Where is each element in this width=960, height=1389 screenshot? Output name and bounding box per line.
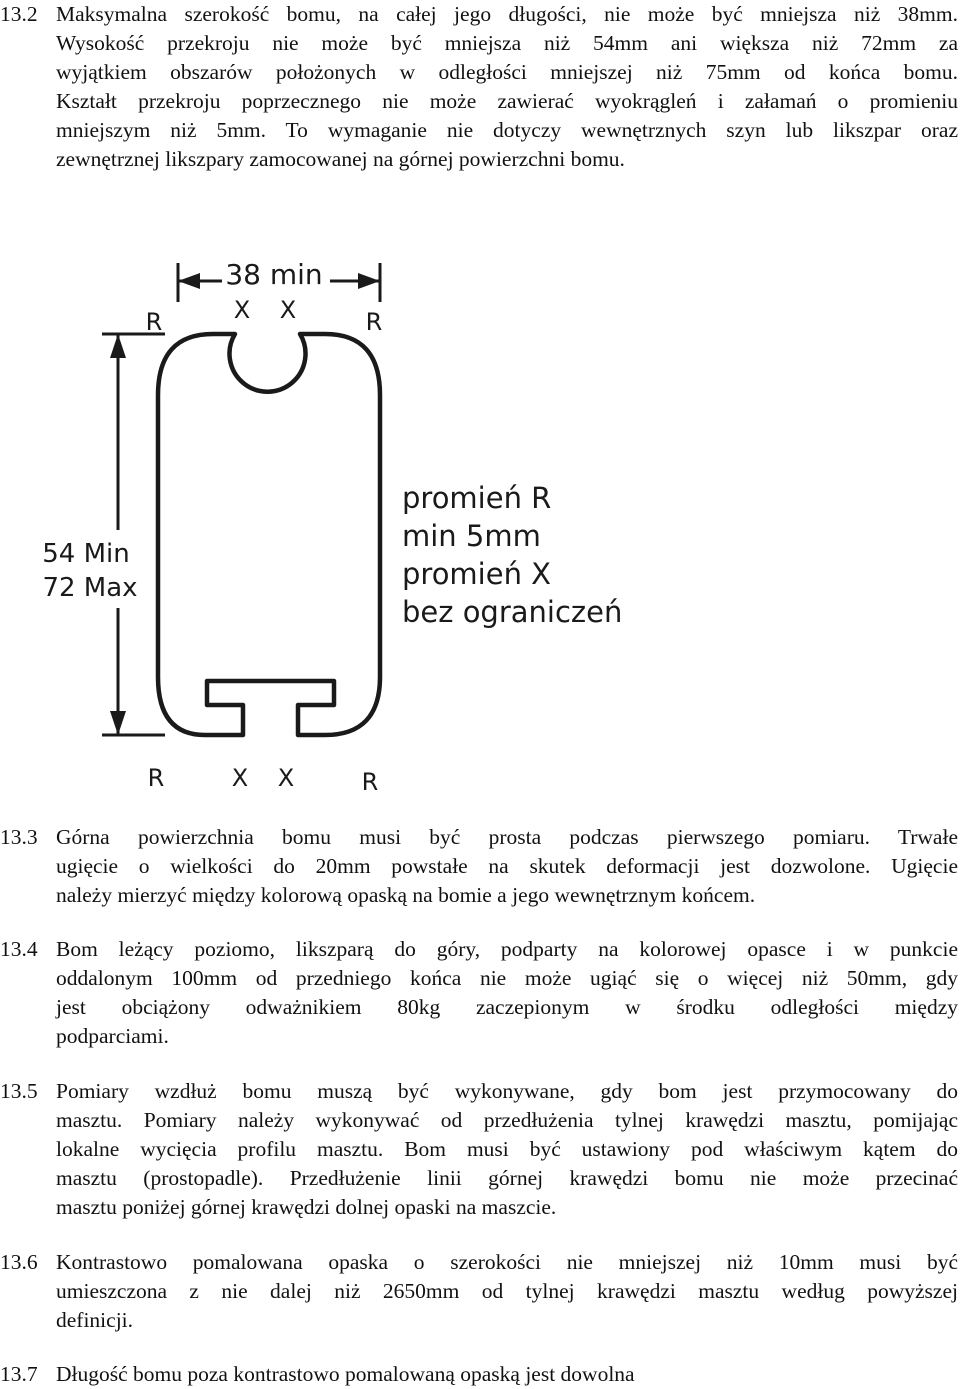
- section-number: 13.2: [0, 2, 38, 26]
- height-max-label: 72 Max: [42, 573, 138, 603]
- r-mark: R: [361, 768, 379, 796]
- width-arrow-right: [358, 273, 380, 289]
- x-mark: X: [279, 296, 297, 324]
- r-mark: R: [145, 308, 163, 336]
- text-line: mniejszym niż 5mm. To wymaganie nie dotyczy wewnętrznych szyn lub likszpar oraz: [56, 118, 958, 142]
- text-line: ugięcie o wielkości do 20mm powstałe na skutek deformacji jest dozwolone. Ugięcie: [56, 854, 958, 878]
- section-number: 13.4: [0, 937, 38, 961]
- text-line: definicji.: [56, 1308, 134, 1332]
- text-line: wyjątkiem obszarów położonych w odległości mniejszej niż 75mm od końca bomu.: [56, 60, 958, 84]
- height-min-label: 54 Min: [42, 539, 130, 569]
- x-mark: X: [277, 764, 295, 792]
- section-number: 13.7: [0, 1362, 38, 1386]
- cross-section-drawing: [0, 190, 960, 810]
- height-arrow-bottom: [110, 711, 126, 735]
- r-mark: R: [147, 764, 165, 792]
- text-line: masztu poniżej górnej krawędzi dolnej opaski na maszcie.: [56, 1195, 557, 1219]
- text-line: masztu. Pomiary należy wykonywać od przedłużenia tylnej krawędzi masztu, pomijając: [56, 1108, 958, 1132]
- note-line: promień X: [402, 557, 552, 591]
- section-number: 13.6: [0, 1250, 38, 1274]
- text-line: Pomiary wzdłuż bomu muszą być wykonywane, gdy bom jest przymocowany do: [56, 1079, 958, 1103]
- section-13-4: [0, 935, 958, 1051]
- text-line: umieszczona z nie dalej niż 2650mm od tylnej krawędzi masztu według powyższej: [56, 1279, 958, 1303]
- section-number: 13.3: [0, 825, 38, 849]
- section-text: [56, 935, 958, 1051]
- text-line: masztu (prostopadle). Przedłużenie linii górnej krawędzi bomu nie może przecinać: [56, 1166, 958, 1190]
- section-text: [56, 1077, 958, 1222]
- text-line: podparciami.: [56, 1024, 169, 1048]
- note-line: promień R: [402, 481, 552, 515]
- section-13-3: [0, 823, 958, 910]
- section-text: [56, 0, 958, 174]
- text-line: Długość bomu poza kontrastowo pomalowaną opaską jest dowolna: [56, 1362, 635, 1386]
- text-line: lokalne wycięcia profilu masztu. Bom musi być ustawiony pod właściwym kątem do: [56, 1137, 958, 1161]
- section-13-2: [0, 0, 958, 174]
- width-label: 38 min: [225, 258, 323, 291]
- boom-profile-outline: [158, 334, 380, 735]
- x-mark: X: [231, 764, 249, 792]
- boom-cross-section-figure: [0, 190, 960, 810]
- section-text: [56, 1360, 958, 1389]
- height-arrow-top: [110, 334, 126, 358]
- note-line: min 5mm: [402, 519, 541, 553]
- text-line: Maksymalna szerokość bomu, na całej jego długości, nie może być mniejsza niż 38mm.: [56, 2, 958, 26]
- section-13-6: [0, 1248, 958, 1335]
- text-line: Bom leżący poziomo, likszparą do góry, podparty na kolorowej opasce i w punkcie: [56, 937, 958, 961]
- section-number: 13.5: [0, 1079, 38, 1103]
- text-line: Wysokość przekroju nie może być mniejsza niż 54mm ani większa niż 72mm za: [56, 31, 958, 55]
- text-line: Kształt przekroju poprzecznego nie może zawierać wyokrągleń i załamań o promieniu: [56, 89, 958, 113]
- text-line: oddalonym 100mm od przedniego końca nie może ugiąć się o więcej niż 50mm, gdy: [56, 966, 958, 990]
- r-mark: R: [365, 308, 383, 336]
- text-line: Kontrastowo pomalowana opaska o szerokości nie mniejszej niż 10mm musi być: [56, 1250, 958, 1274]
- text-line: jest obciążony odważnikiem 80kg zaczepionym w środku odległości między: [56, 995, 958, 1019]
- text-line: należy mierzyć między kolorową opaską na bomie a jego wewnętrznym końcem.: [56, 883, 756, 907]
- section-text: [56, 1248, 958, 1335]
- section-text: [56, 823, 958, 910]
- text-line: zewnętrznej likszpary zamocowanej na górnej powierzchni bomu.: [56, 147, 625, 171]
- text-line: Górna powierzchnia bomu musi być prosta podczas pierwszego pomiaru. Trwałe: [56, 825, 958, 849]
- note-line: bez ograniczeń: [402, 595, 623, 629]
- section-13-5: [0, 1077, 958, 1222]
- width-arrow-left: [178, 273, 200, 289]
- section-13-7: [0, 1360, 958, 1389]
- x-mark: X: [233, 296, 251, 324]
